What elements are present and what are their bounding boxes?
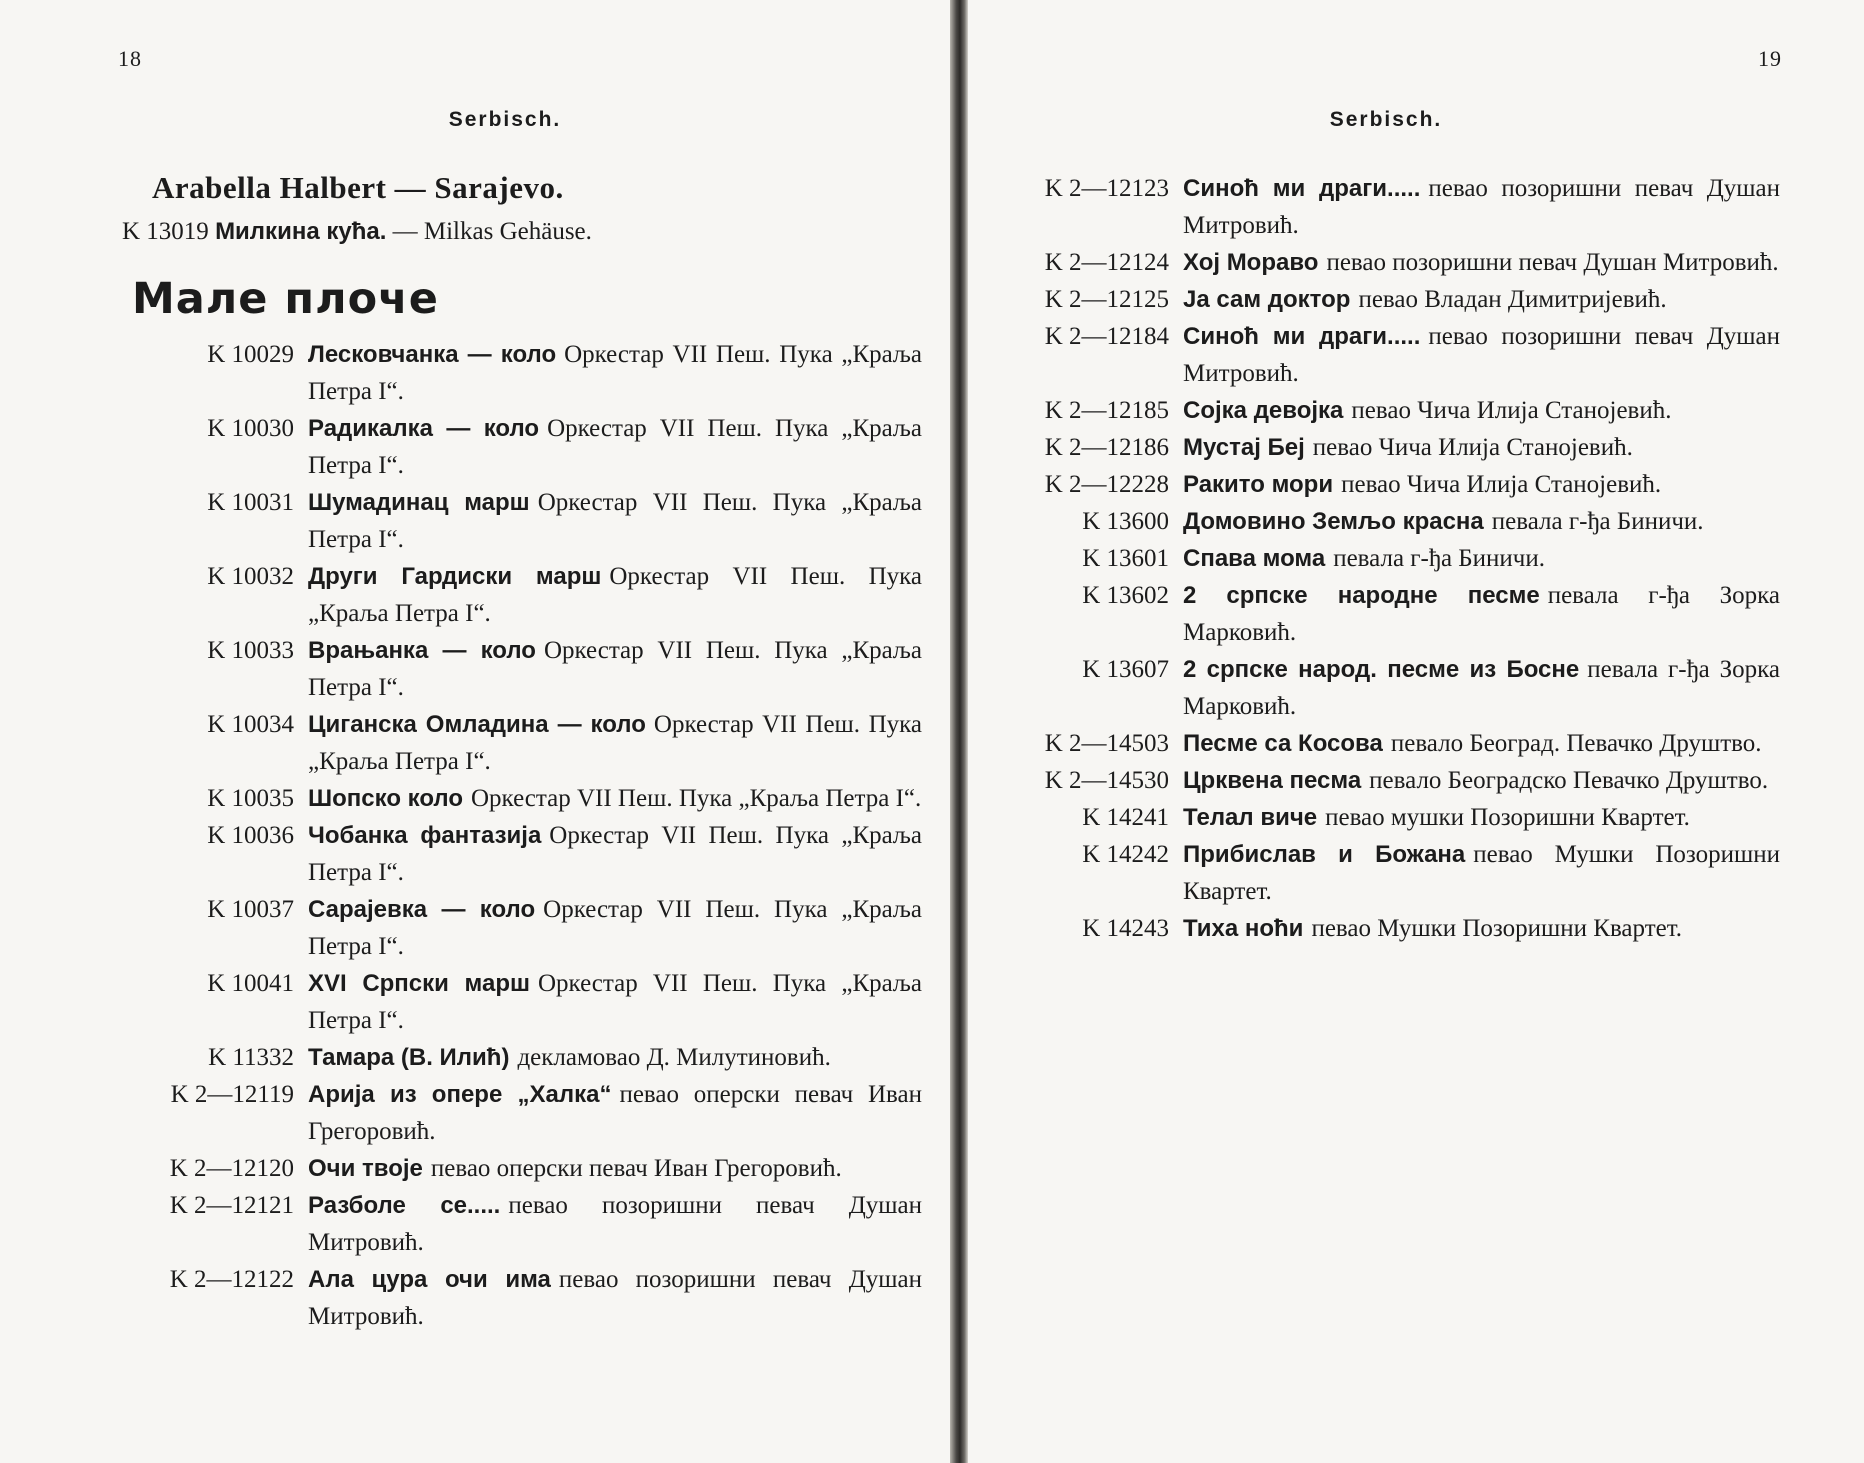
record-title: Ја сам доктор (1183, 286, 1351, 313)
single-record (122, 218, 592, 246)
record-entry (110, 632, 922, 706)
catalog-number: K 2—12124 (1044, 249, 1169, 276)
record-description (308, 632, 922, 706)
record-entry (110, 484, 922, 558)
record-description (308, 1187, 922, 1261)
record-entry (968, 170, 1780, 244)
record-entry (968, 466, 1780, 503)
record-entry (110, 1261, 922, 1335)
catalog-number: K 10036 (207, 822, 294, 849)
record-entry (968, 651, 1780, 725)
catalog-number: K 2—12185 (1044, 397, 1169, 424)
record-performer: певао позоришни певач Душан Митровић. (308, 1192, 922, 1256)
record-performer: певао Мушки Позоришни Квартет. (1311, 915, 1683, 942)
record-description (1183, 799, 1780, 836)
catalog-number: K 2—12121 (169, 1192, 294, 1219)
record-title: 2 српске народ. песме из Босне (1183, 656, 1580, 683)
record-list-right (968, 170, 1780, 947)
catalog-number: K 13600 (1082, 508, 1169, 535)
record-title: Хој Мораво (1183, 249, 1319, 276)
record-description (308, 1150, 922, 1187)
record-description (1183, 429, 1780, 466)
group-heading: Мале плоче (132, 274, 439, 324)
record-performer: певао оперски певач Иван Грегоровић. (308, 1081, 922, 1145)
record-title: Чобанка фантазија (308, 822, 542, 849)
record-title: Сарајевка — коло (308, 896, 536, 923)
record-performer: Оркестар VII Пеш. Пука „Краља Петра I“. (308, 415, 922, 479)
record-entry (968, 725, 1780, 762)
record-title: Телал виче (1183, 804, 1318, 831)
record-description (1183, 762, 1780, 799)
record-entry (968, 762, 1780, 799)
record-description (1183, 651, 1780, 725)
catalog-number: K 13607 (1082, 656, 1169, 683)
record-title: Тиха ноћи (1183, 915, 1304, 942)
record-description (308, 410, 922, 484)
record-entry (110, 1039, 922, 1076)
record-title: Шумадинац марш (308, 489, 530, 516)
record-description (1183, 318, 1780, 392)
record-performer: певала г-ђа Биничи. (1491, 508, 1704, 535)
record-entry (968, 503, 1780, 540)
record-performer: певала г-ђа Зорка Марковић. (1183, 656, 1781, 720)
record-description (308, 817, 922, 891)
catalog-number: K 2—12184 (1044, 323, 1169, 350)
record-entry (968, 910, 1780, 947)
record-description (1183, 466, 1780, 503)
record-title: 2 српске народне песме (1183, 582, 1540, 609)
record-performer: певао оперски певач Иван Грегоровић. (430, 1155, 842, 1182)
record-description (1183, 910, 1780, 947)
record-description (308, 965, 922, 1039)
record-title: Циганска Омладина — коло (308, 711, 646, 738)
catalog-number: K 13019 (122, 218, 209, 245)
record-title: Синоћ ми драги..... (1183, 323, 1421, 350)
record-title: Арија из опере „Халка“ (308, 1081, 612, 1108)
page-number-right: 19 (1758, 46, 1782, 71)
right-page (968, 0, 1864, 1463)
catalog-number: K 10037 (207, 896, 294, 923)
catalog-number: K 2—14530 (1044, 767, 1169, 794)
section-heading-right: Serbisch. (1329, 108, 1443, 131)
record-entry (968, 318, 1780, 392)
record-performer: декламовао Д. Милутиновић. (517, 1044, 831, 1071)
record-title: Ала цура очи има (308, 1266, 551, 1293)
section-heading-left: Serbisch. (448, 108, 562, 131)
record-entry (968, 799, 1780, 836)
record-entry (110, 558, 922, 632)
catalog-number: K 10034 (207, 711, 294, 738)
record-performer: певао позоришни певач Душан Митровић. (1183, 175, 1780, 239)
record-performer: певао Мушки Позоришни Квартет. (1183, 841, 1780, 905)
record-entry (110, 1187, 922, 1261)
record-performer: Оркестар VII Пеш. Пука „Краља Петра I“. (308, 489, 922, 553)
record-entry (968, 392, 1780, 429)
page-number-left: 18 (118, 46, 142, 71)
record-description (308, 706, 922, 780)
catalog-number: K 2—12120 (169, 1155, 294, 1182)
record-title: Песме са Косова (1183, 730, 1383, 757)
catalog-number: K 11332 (208, 1044, 294, 1071)
record-entry (110, 410, 922, 484)
record-description (1183, 170, 1780, 244)
catalog-number: K 10029 (207, 341, 294, 368)
catalog-number: K 2—12123 (1044, 175, 1169, 202)
record-title: Врањанка — коло (308, 637, 536, 664)
record-title: Милкина кућа. (215, 218, 387, 245)
record-translation: — Milkas Gehäuse. (392, 218, 592, 245)
book-gutter (950, 0, 968, 1463)
record-title: Сојка девојка (1183, 397, 1344, 424)
record-entry (110, 706, 922, 780)
record-title: Прибислав и Божана (1183, 841, 1466, 868)
catalog-number: K 10041 (207, 970, 294, 997)
record-performer: певала г-ђа Зорка Марковић. (1183, 582, 1780, 646)
record-entry (110, 780, 922, 817)
record-performer: певао Чича Илија Станојевић. (1351, 397, 1672, 424)
record-performer: певало Београдско Певачко Друштво. (1369, 767, 1769, 794)
catalog-number: K 10032 (207, 563, 294, 590)
record-description (1183, 836, 1780, 910)
record-description (1183, 281, 1780, 318)
record-entry (110, 891, 922, 965)
record-list-left (110, 336, 922, 1335)
record-title: Радикалка — коло (308, 415, 540, 442)
record-description (308, 780, 922, 817)
record-description (1183, 577, 1780, 651)
record-performer: Оркестар VII Пеш. Пука „Краља Петра I“. (308, 341, 922, 405)
record-performer: Оркестар VII Пеш. Пука „Краља Петра I“. (308, 563, 922, 627)
record-performer: Оркестар VII Пеш. Пука „Краља Петра I“. (308, 711, 922, 775)
catalog-number: K 13602 (1082, 582, 1169, 609)
artist-heading: Arabella Halbert — Sarajevo. (152, 170, 564, 205)
record-entry (110, 965, 922, 1039)
record-title: Домовино Земљо красна (1183, 508, 1484, 535)
catalog-number: K 10031 (207, 489, 294, 516)
record-performer: Оркестар VII Пеш. Пука „Краља Петра I“. (308, 970, 922, 1034)
record-title: Ракито мори (1183, 471, 1334, 498)
record-performer: Оркестар VII Пеш. Пука „Краља Петра I“. (308, 637, 922, 701)
record-performer: певао мушки Позоришни Квартет. (1325, 804, 1690, 831)
record-title: Разболе се..... (308, 1192, 501, 1219)
record-entry (968, 540, 1780, 577)
catalog-number: K 14241 (1082, 804, 1169, 831)
record-title: Тамара (В. Илић) (308, 1044, 510, 1071)
record-title: Спава мома (1183, 545, 1326, 572)
record-description (1183, 244, 1780, 281)
record-entry (968, 244, 1780, 281)
record-performer: певало Београд. Певачко Друштво. (1390, 730, 1762, 757)
record-performer: певао позоришни певач Душан Митровић. (1326, 249, 1779, 276)
record-title: Синоћ ми драги..... (1183, 175, 1421, 202)
record-title: Црквена песма (1183, 767, 1362, 794)
catalog-number: K 10033 (207, 637, 294, 664)
catalog-number: K 2—12186 (1044, 434, 1169, 461)
record-description (1183, 392, 1780, 429)
catalog-number: K 10035 (207, 785, 294, 812)
record-performer: Оркестар VII Пеш. Пука „Краља Петра I“. (308, 822, 922, 886)
record-entry (968, 429, 1780, 466)
record-performer: Оркестар VII Пеш. Пука „Краља Петра I“. (308, 896, 922, 960)
record-title: Други Гардиски марш (308, 563, 602, 590)
catalog-number: K 13601 (1082, 545, 1169, 572)
catalog-number: K 2—12122 (169, 1266, 294, 1293)
record-performer: певао Чича Илија Станојевић. (1312, 434, 1633, 461)
record-performer: певао Чича Илија Станојевић. (1341, 471, 1662, 498)
record-entry (110, 1076, 922, 1150)
record-title: Лесковчанка — коло (308, 341, 557, 368)
record-description (308, 1076, 922, 1150)
catalog-number: K 2—12119 (170, 1081, 294, 1108)
record-performer: певао позоришни певач Душан Митровић. (1183, 323, 1780, 387)
record-description (308, 891, 922, 965)
record-performer: певао позоришни певач Душан Митровић. (308, 1266, 922, 1330)
record-entry (968, 577, 1780, 651)
record-description (308, 1039, 922, 1076)
catalog-number: K 2—14503 (1044, 730, 1169, 757)
record-title: Очи твоје (308, 1155, 423, 1182)
record-description (308, 1261, 922, 1335)
catalog-number: K 14243 (1082, 915, 1169, 942)
catalog-number: K 10030 (207, 415, 294, 442)
record-performer: певао Владан Димитријевић. (1358, 286, 1667, 313)
record-description (1183, 503, 1780, 540)
catalog-number: K 14242 (1082, 841, 1169, 868)
record-entry (110, 336, 922, 410)
record-description (1183, 540, 1780, 577)
record-entry (110, 817, 922, 891)
catalog-number: K 2—12228 (1044, 471, 1169, 498)
record-performer: певала г-ђа Биничи. (1333, 545, 1545, 572)
record-title: XVI Српски марш (308, 970, 530, 997)
record-title: Шопско коло (308, 785, 463, 812)
record-entry (968, 836, 1780, 910)
catalog-number: K 2—12125 (1044, 286, 1169, 313)
record-title: Мустај Беј (1183, 434, 1305, 461)
record-description (1183, 725, 1780, 762)
record-description (308, 558, 922, 632)
record-entry (110, 1150, 922, 1187)
record-description (308, 336, 922, 410)
record-entry (968, 281, 1780, 318)
record-description (308, 484, 922, 558)
record-performer: Оркестар VII Пеш. Пука „Краља Петра I“. (471, 785, 922, 812)
